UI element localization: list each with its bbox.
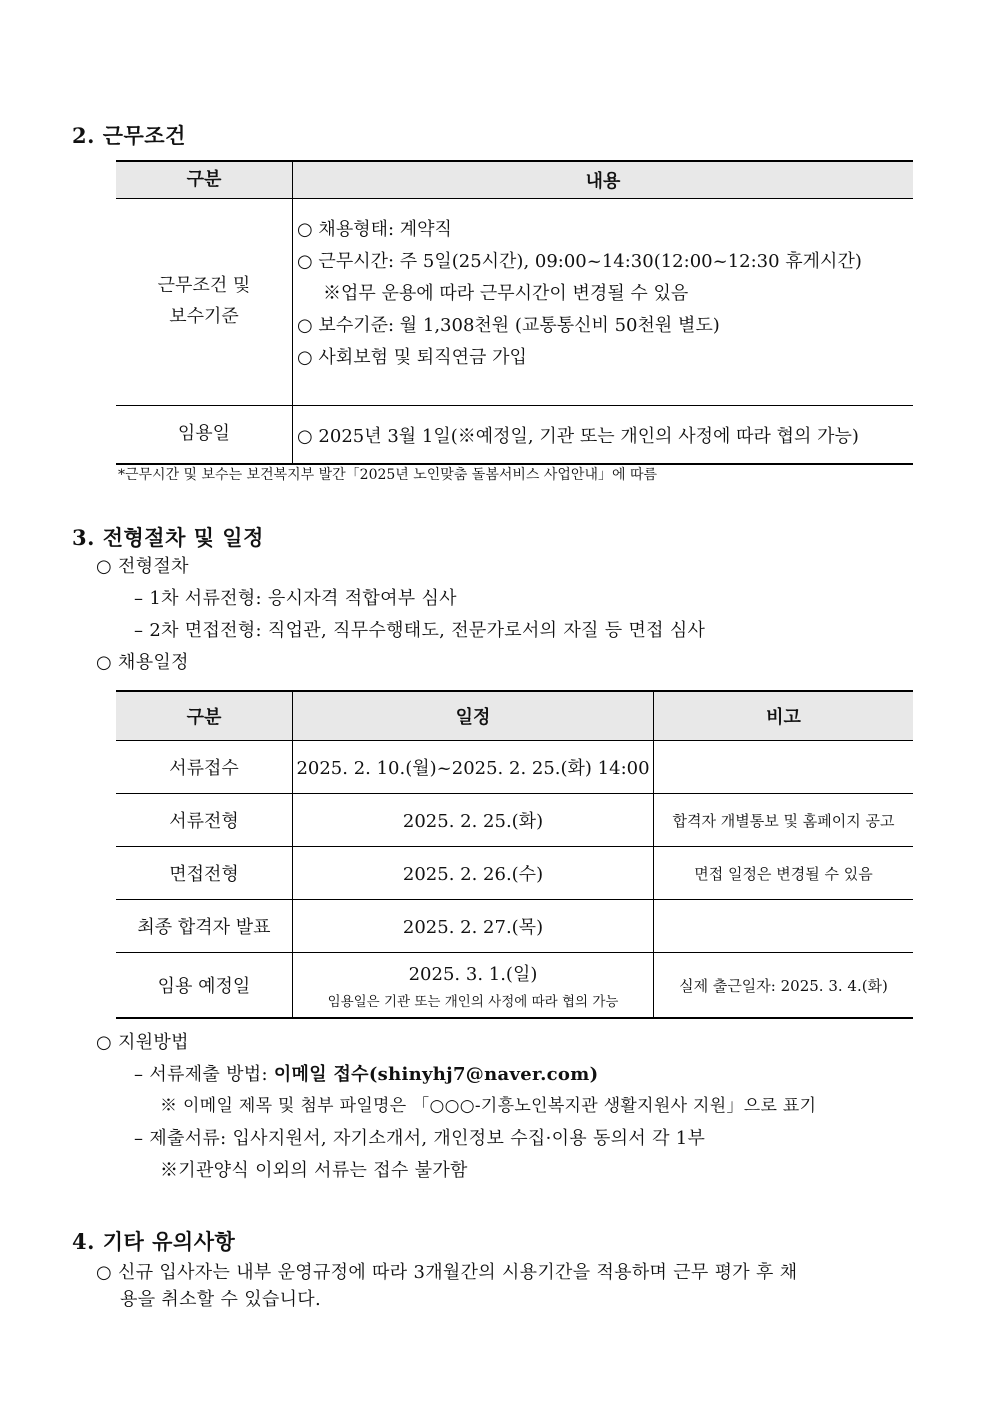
schedule-header-date: 일정 [293, 691, 654, 741]
schedule-date: 2025. 3. 1.(일) [408, 964, 538, 985]
notice-line1: ○ 신규 입사자는 내부 운영규정에 따라 3개월간의 시용기간을 적용하며 근무 평가 후 채 [96, 1262, 798, 1283]
section4-heading: 4. 기타 유의사항 [72, 1229, 236, 1254]
apply-method-prefix: – 서류제출 방법: [134, 1064, 274, 1085]
table-row [116, 953, 913, 1019]
work-conditions-table [116, 160, 913, 465]
table-row [116, 199, 913, 406]
process-title: ○ 전형절차 [96, 556, 189, 577]
schedule-note: 실제 출근일자: 2025. 3. 4.(화) [654, 953, 914, 1019]
process-item: – 2차 면접전형: 직업관, 직무수행태도, 전문가로서의 자질 등 면접 심사 [134, 620, 706, 641]
section3-heading: 3. 전형절차 및 일정 [72, 525, 264, 550]
apply-docs-note: ※기관양식 이외의 서류는 접수 불가함 [160, 1160, 468, 1181]
schedule-label: 서류전형 [116, 794, 293, 847]
footnote: *근무시간 및 보수는 보건복지부 발간「2025년 노인맞춤 돌봄서비스 사업안내」에 따름 [118, 467, 657, 483]
schedule-table [116, 690, 913, 1019]
apply-title: ○ 지원방법 [96, 1032, 189, 1053]
schedule-label: 면접전형 [116, 847, 293, 900]
schedule-label: 임용 예정일 [157, 976, 251, 997]
schedule-label: 최종 합격자 발표 [116, 900, 293, 953]
notice-line2: 용을 취소할 수 있습니다. [120, 1289, 321, 1310]
table-row [116, 406, 913, 465]
schedule-date: 2025. 2. 10.(월)~2025. 2. 25.(화) 14:00 [293, 741, 654, 794]
schedule-date: 2025. 2. 25.(화) [293, 794, 654, 847]
work-hours-note: ※업무 운용에 따라 근무시간이 변경될 수 있음 [323, 283, 689, 304]
schedule-date: 2025. 2. 27.(목) [293, 900, 654, 953]
row-label [116, 199, 293, 406]
row-label-line1: 근무조건 및 [157, 275, 251, 297]
table-header-content: 내용 [293, 161, 914, 199]
salary: ○ 보수기준: 월 1,308천원 (교통통신비 50천원 별도) [297, 315, 720, 336]
schedule-date-sub: 임용일은 기관 또는 개인의 사정에 따라 협의 가능 [327, 994, 619, 1010]
table-row [116, 794, 913, 847]
row-content: ○ 2025년 3월 1일(※예정일, 기관 또는 개인의 사정에 따라 협의 가능) [293, 406, 914, 465]
employment-type: ○ 채용형태: 계약직 [297, 219, 452, 240]
schedule-label: 서류접수 [116, 741, 293, 794]
row-content [293, 199, 914, 406]
row-label-line2: 보수기준 [169, 306, 239, 327]
schedule-header-category: 구분 [116, 691, 293, 741]
apply-method-note: ※ 이메일 제목 및 첨부 파일명은 「○○○-기흥노인복지관 생활지원사 지원」으로 표기 [160, 1096, 817, 1116]
row-label: 임용일 [177, 423, 231, 445]
section2-heading: 2. 근무조건 [72, 123, 186, 148]
schedule-header-note: 비고 [654, 691, 914, 741]
table-row [116, 741, 913, 794]
schedule-note [654, 741, 914, 794]
schedule-note [654, 900, 914, 953]
table-row [116, 900, 913, 953]
work-hours: ○ 근무시간: 주 5일(25시간), 09:00~14:30(12:00~12:30 휴게시간) [297, 251, 862, 272]
schedule-note: 합격자 개별통보 및 홈페이지 공고 [654, 794, 914, 847]
apply-docs: – 제출서류: 입사지원서, 자기소개서, 개인정보 수집·이용 동의서 각 1부 [134, 1128, 706, 1149]
apply-method [134, 1066, 598, 1084]
schedule-date: 2025. 2. 26.(수) [293, 847, 654, 900]
apply-email: 이메일 접수(shinyhj7@naver.com) [273, 1064, 599, 1085]
insurance: ○ 사회보험 및 퇴직연금 가입 [297, 347, 527, 368]
schedule-note: 면접 일정은 변경될 수 있음 [654, 847, 914, 900]
schedule-title: ○ 채용일정 [96, 652, 189, 673]
table-row [116, 847, 913, 900]
process-item: – 1차 서류전형: 응시자격 적합여부 심사 [134, 588, 457, 609]
table-header-category: 구분 [116, 161, 293, 199]
schedule-date-cell [293, 953, 654, 1019]
